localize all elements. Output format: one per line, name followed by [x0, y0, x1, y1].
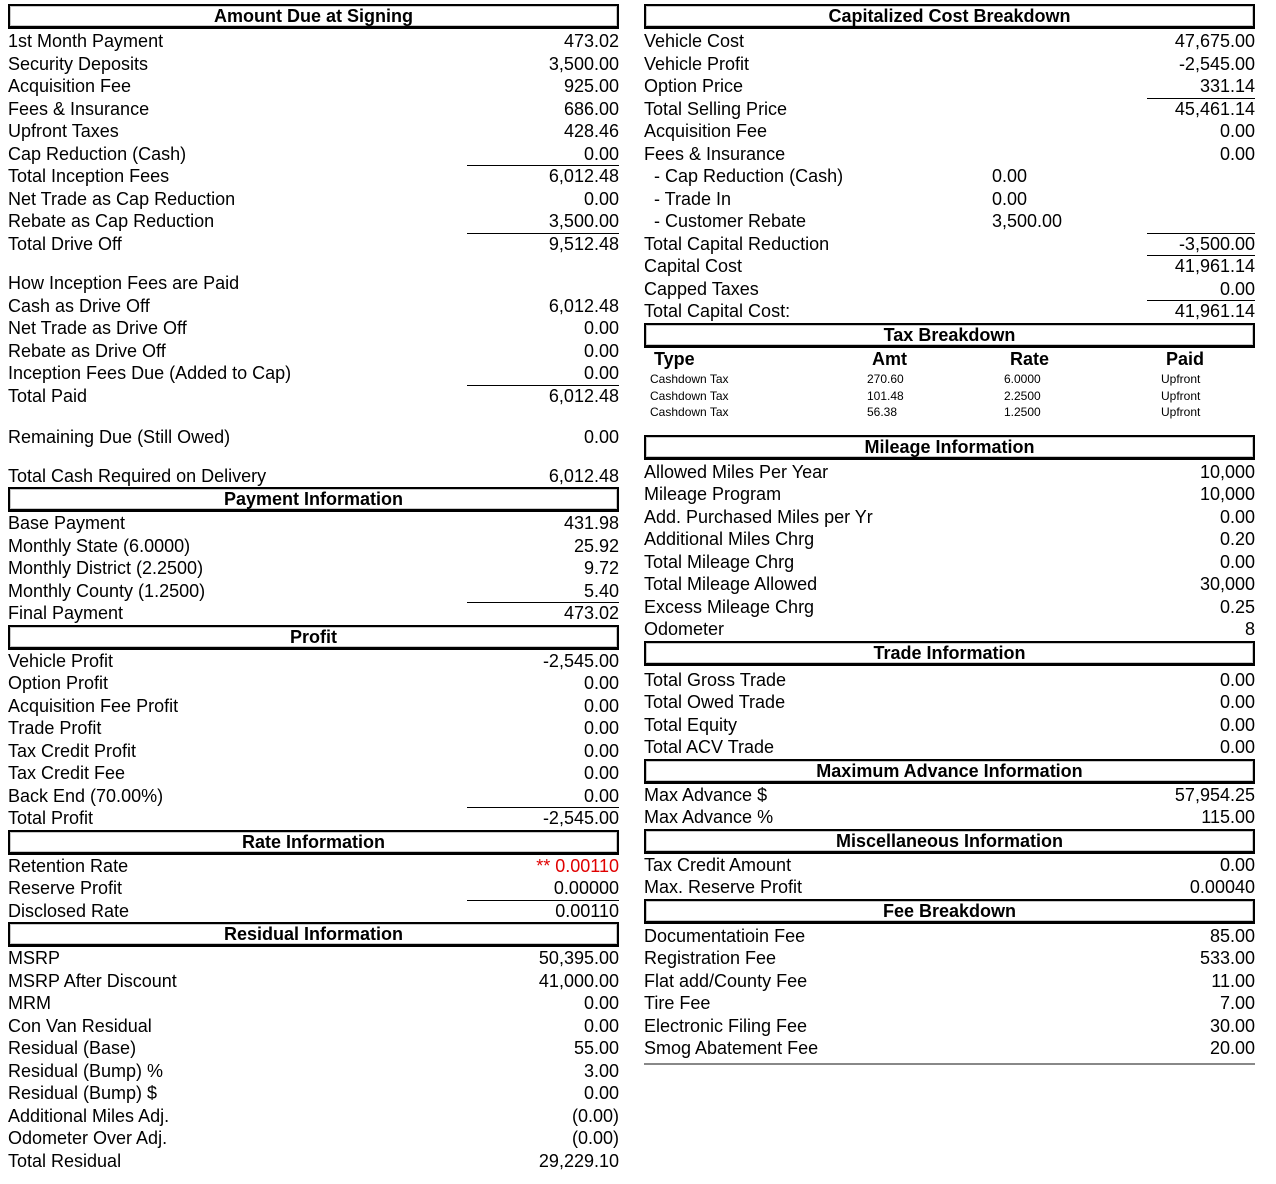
paid-heading: How Inception Fees are Paid	[8, 273, 240, 293]
table-row	[8, 877, 619, 900]
row-label: Option Profit	[8, 673, 109, 693]
table-row	[644, 165, 1255, 188]
residual-header: Residual Information	[8, 922, 619, 947]
table-row	[644, 970, 1255, 993]
trade-header: Trade Information	[644, 641, 1255, 666]
row-value: 50,395.00	[538, 948, 619, 968]
table-row	[8, 762, 619, 785]
row-label: Vehicle Profit	[644, 53, 750, 74]
table-row	[644, 1037, 1255, 1060]
table-row	[8, 362, 619, 385]
tax-amt: 56.38	[867, 404, 898, 419]
row-value: -2,545.00	[542, 650, 619, 671]
row-label: Tire Fee	[644, 993, 711, 1013]
row-label: Total Mileage Chrg	[644, 551, 795, 572]
table-row	[644, 947, 1255, 970]
row-label: Total Owed Trade	[644, 692, 786, 712]
table-row	[644, 1015, 1255, 1038]
row-label: Additional Miles Adj.	[8, 1105, 170, 1126]
row-value: 10,000	[1199, 461, 1255, 482]
row-label: Fees & Insurance	[644, 143, 786, 164]
table-row	[8, 385, 619, 408]
table-row	[8, 807, 619, 830]
table-row	[644, 143, 1255, 166]
row-label: Final Payment	[8, 603, 124, 623]
row-label: Residual (Bump) $	[8, 1083, 158, 1103]
row-value: 0.00	[583, 1015, 619, 1036]
row-label: Total Gross Trade	[644, 669, 787, 690]
row-label: Allowed Miles Per Year	[644, 461, 829, 482]
row-label: Retention Rate	[8, 855, 129, 876]
table-row	[644, 300, 1255, 323]
table-row	[644, 506, 1255, 529]
row-label: Vehicle Cost	[644, 31, 745, 51]
row-value: 0.00110	[467, 900, 619, 922]
row-label: Inception Fees Due (Added to Cap)	[8, 363, 292, 383]
row-label: Security Deposits	[8, 53, 149, 74]
row-value: 0.00	[1219, 714, 1255, 735]
row-value: 85.00	[1209, 925, 1255, 946]
table-row	[8, 602, 619, 625]
row-value: 473.02	[563, 31, 619, 51]
table-row	[8, 53, 619, 76]
table-row	[644, 233, 1255, 256]
profit-header: Profit	[8, 625, 619, 650]
row-label: Back End (70.00%)	[8, 785, 164, 806]
row-label: Flat add/County Fee	[644, 970, 808, 991]
tax-table	[644, 348, 1255, 419]
table-row	[8, 557, 619, 580]
table-row	[8, 75, 619, 98]
row-label: Cap Reduction (Cash)	[8, 143, 187, 164]
row-label: Max Advance $	[644, 784, 768, 805]
table-row	[644, 596, 1255, 619]
tax-rate: 1.2500	[1004, 404, 1041, 419]
max-advance-header: Maximum Advance Information	[644, 759, 1255, 784]
table-row	[8, 992, 619, 1015]
row-value: 0.00	[1219, 551, 1255, 572]
row-value: 0.00	[1219, 506, 1255, 527]
table-row	[644, 30, 1255, 53]
tax-col-rate: Rate	[1010, 348, 1050, 369]
row-label: Monthly County (1.2500)	[8, 580, 206, 601]
row-value: (0.00)	[571, 1128, 619, 1148]
row-label: Con Van Residual	[8, 1015, 152, 1036]
rate-header: Rate Information	[8, 830, 619, 855]
row-value: 0.00	[1219, 737, 1255, 757]
row-label: Tax Credit Profit	[8, 740, 137, 761]
row-label: Capped Taxes	[644, 278, 759, 299]
row-label: Total Profit	[8, 808, 94, 828]
row-label: - Cap Reduction (Cash)	[644, 166, 844, 186]
tax-rate: 2.2500	[1004, 388, 1041, 403]
row-label: MRM	[8, 993, 51, 1013]
row-value: 6,012.48	[548, 465, 619, 486]
row-value: 331.14	[1199, 76, 1255, 96]
row-label: Trade Profit	[8, 718, 102, 738]
row-label: Excess Mileage Chrg	[644, 596, 815, 617]
cap-cost-header: Capitalized Cost Breakdown	[644, 4, 1255, 29]
row-value: 41,000.00	[538, 970, 619, 991]
tax-type: Cashdown Tax	[650, 371, 729, 386]
table-row	[8, 580, 619, 603]
row-value: -2,545.00	[467, 807, 619, 829]
misc-header: Miscellaneous Information	[644, 829, 1255, 854]
table-row	[8, 1082, 619, 1105]
row-value: 431.98	[563, 513, 619, 533]
row-value: 8	[1244, 619, 1255, 639]
row-value: 25.92	[573, 535, 619, 556]
row-value: 0.00	[583, 695, 619, 716]
row-label: Reserve Profit	[8, 878, 123, 898]
row-value: (0.00)	[571, 1105, 619, 1126]
row-value: 0.00	[583, 318, 619, 338]
table-row	[644, 528, 1255, 551]
row-value: 41,961.14	[1147, 300, 1255, 322]
row-label: Remaining Due (Still Owed)	[8, 427, 231, 447]
payment-header: Payment Information	[8, 487, 619, 512]
row-label: Residual (Base)	[8, 1038, 137, 1058]
row-label: - Trade In	[644, 188, 732, 209]
row-label: Monthly State (6.0000)	[8, 535, 191, 556]
row-value: 6,012.48	[548, 295, 619, 316]
table-row	[8, 1150, 619, 1173]
row-value: 9.72	[583, 558, 619, 578]
row-value: 0.00	[583, 143, 619, 164]
table-row	[644, 854, 1255, 877]
table-row	[644, 210, 1255, 233]
tax-amt: 270.60	[867, 371, 904, 386]
table-row	[8, 210, 619, 233]
row-label: Total Drive Off	[8, 233, 122, 254]
row-value: 0.00	[583, 673, 619, 693]
table-row	[8, 30, 619, 53]
row-label: Upfront Taxes	[8, 121, 119, 141]
row-value: 0.25	[1219, 596, 1255, 617]
row-value: 428.46	[563, 121, 619, 141]
table-row	[644, 618, 1255, 641]
table-row	[644, 120, 1255, 143]
row-label: Fees & Insurance	[8, 98, 150, 119]
table-row	[8, 98, 619, 121]
table-row	[8, 143, 619, 166]
row-label: Rebate as Drive Off	[8, 340, 166, 361]
table-row	[8, 650, 619, 673]
row-label: Base Payment	[8, 513, 126, 533]
row-value: 3,500.00	[548, 211, 619, 231]
fee-header: Fee Breakdown	[644, 899, 1255, 924]
table-row	[8, 717, 619, 740]
row-value: 6,012.48	[467, 385, 619, 407]
row-value: 3,500.00	[992, 211, 1063, 231]
table-row	[644, 736, 1255, 759]
row-label: Add. Purchased Miles per Yr	[644, 506, 873, 527]
row-value: 9,512.48	[467, 233, 619, 255]
row-value: 0.00	[1219, 121, 1255, 141]
row-label: Acquisition Fee	[8, 76, 132, 96]
row-label: Max Advance %	[644, 807, 774, 827]
tax-col-amt: Amt	[872, 348, 907, 369]
tax-rate: 6.0000	[1004, 371, 1041, 386]
row-value: 10,000	[1199, 484, 1255, 504]
row-value: -3,500.00	[1147, 233, 1255, 255]
table-row	[644, 992, 1255, 1015]
fee-end-divider	[644, 1063, 1255, 1065]
row-value: 925.00	[563, 76, 619, 96]
row-label: Odometer	[644, 619, 725, 639]
tax-type: Cashdown Tax	[650, 388, 729, 403]
row-label: Capital Cost	[644, 256, 743, 276]
table-row	[644, 784, 1255, 807]
row-label: Acquisition Fee	[644, 121, 768, 141]
row-label: Total Paid	[8, 385, 88, 406]
row-label: Tax Credit Amount	[644, 854, 792, 875]
table-row	[644, 483, 1255, 506]
row-value: 0.20	[1219, 529, 1255, 549]
total-cash-row	[8, 465, 619, 488]
row-label: Registration Fee	[644, 948, 777, 968]
table-row	[8, 535, 619, 558]
row-value: 0.00	[992, 166, 1028, 186]
row-label: Acquisition Fee Profit	[8, 695, 179, 716]
row-value: 533.00	[1199, 948, 1255, 968]
table-row	[644, 669, 1255, 692]
row-label: Total Cash Required on Delivery	[8, 465, 267, 486]
row-value: 0.00	[583, 785, 619, 806]
row-value: 55.00	[573, 1038, 619, 1058]
row-label: Vehicle Profit	[8, 650, 114, 671]
row-value: 0.00	[583, 427, 619, 447]
row-label: Total Inception Fees	[8, 166, 170, 186]
row-value: 0.00	[1219, 669, 1255, 690]
row-value: 0.00	[1219, 143, 1255, 164]
row-value: 0.00	[583, 993, 619, 1013]
table-row	[8, 512, 619, 535]
row-value: 20.00	[1209, 1038, 1255, 1058]
row-label: Rebate as Cap Reduction	[8, 211, 215, 231]
row-label: Total Residual	[8, 1150, 122, 1171]
row-value: 45,461.14	[1147, 98, 1255, 120]
table-row	[8, 900, 619, 923]
table-row	[8, 165, 619, 188]
row-value: 686.00	[563, 98, 619, 119]
row-value: 0.00	[1219, 854, 1255, 875]
row-value: 0.00	[1219, 278, 1255, 299]
row-value: 473.02	[467, 602, 619, 624]
table-row	[8, 672, 619, 695]
row-value: 11.00	[1211, 970, 1255, 991]
row-value: 115.00	[1201, 807, 1255, 827]
table-row	[8, 120, 619, 143]
table-row	[8, 1105, 619, 1128]
row-label: Total Capital Reduction	[644, 233, 830, 254]
row-value: 29,229.10	[538, 1150, 619, 1171]
row-label: Electronic Filing Fee	[644, 1015, 808, 1036]
row-label: Total ACV Trade	[644, 737, 775, 757]
table-row	[8, 970, 619, 993]
table-row	[644, 75, 1255, 98]
row-label: Monthly District (2.2500)	[8, 558, 204, 578]
row-value: 30,000	[1199, 574, 1255, 594]
row-label: Odometer Over Adj.	[8, 1128, 168, 1148]
row-value: 0.00000	[553, 878, 619, 898]
section-subheading	[8, 272, 619, 295]
row-label: 1st Month Payment	[8, 31, 164, 51]
table-row	[644, 691, 1255, 714]
row-value: 0.00	[583, 763, 619, 783]
left-column	[8, 0, 619, 1172]
row-label: Total Mileage Allowed	[644, 574, 818, 594]
table-row	[8, 1060, 619, 1083]
row-value: 0.00	[583, 718, 619, 738]
row-label: MSRP After Discount	[8, 970, 177, 991]
retention-rate-value: ** 0.00110	[536, 855, 619, 876]
row-label: Net Trade as Cap Reduction	[8, 188, 236, 209]
table-row	[644, 53, 1255, 76]
row-label: MSRP	[8, 948, 61, 968]
tax-type: Cashdown Tax	[650, 404, 729, 419]
tax-paid: Upfront	[1161, 404, 1201, 419]
row-label: Net Trade as Drive Off	[8, 318, 187, 338]
table-row	[644, 255, 1255, 278]
table-row	[644, 551, 1255, 574]
table-row	[8, 740, 619, 763]
tax-paid: Upfront	[1161, 388, 1201, 403]
table-row	[644, 188, 1255, 211]
right-column	[644, 0, 1255, 1065]
table-row	[8, 947, 619, 970]
row-label: - Customer Rebate	[644, 211, 807, 231]
table-row	[644, 876, 1255, 899]
row-label: Total Selling Price	[644, 98, 788, 119]
table-row	[644, 925, 1255, 948]
row-value: 0.00	[583, 740, 619, 761]
row-value: -2,545.00	[1178, 53, 1255, 74]
row-value: 47,675.00	[1174, 31, 1255, 51]
tax-amt: 101.48	[867, 388, 904, 403]
row-label: Additional Miles Chrg	[644, 529, 815, 549]
tax-col-paid: Paid	[1166, 348, 1205, 369]
table-row	[8, 1015, 619, 1038]
row-value: 41,961.14	[1147, 255, 1255, 277]
row-value: 7.00	[1219, 993, 1255, 1013]
table-row	[8, 1037, 619, 1060]
table-row	[8, 695, 619, 718]
table-row	[8, 295, 619, 318]
row-value: 30.00	[1209, 1015, 1255, 1036]
row-label: Smog Abatement Fee	[644, 1038, 819, 1058]
table-row	[8, 855, 619, 878]
table-row	[8, 340, 619, 363]
row-label: Total Equity	[644, 714, 738, 735]
table-row	[644, 461, 1255, 484]
row-label: Cash as Drive Off	[8, 295, 150, 316]
table-row	[644, 806, 1255, 829]
row-label: Option Price	[644, 76, 744, 96]
table-row	[8, 785, 619, 808]
remaining-due-row	[8, 426, 619, 449]
row-value: 3,500.00	[548, 53, 619, 74]
tax-header: Tax Breakdown	[644, 323, 1255, 348]
row-value: 0.00	[583, 188, 619, 209]
table-row	[8, 317, 619, 340]
row-label: Total Capital Cost:	[644, 301, 791, 321]
row-value: 3.00	[583, 1060, 619, 1081]
row-value: 5.40	[583, 580, 619, 601]
row-value: 0.00	[1219, 692, 1255, 712]
table-row	[644, 573, 1255, 596]
tax-col-type: Type	[654, 348, 695, 369]
table-row	[8, 1127, 619, 1150]
row-label: Mileage Program	[644, 484, 782, 504]
row-value: 0.00	[583, 1083, 619, 1103]
row-value: 0.00	[992, 188, 1028, 209]
amount-due-header: Amount Due at Signing	[8, 4, 619, 29]
row-label: Disclosed Rate	[8, 900, 130, 921]
row-label: Max. Reserve Profit	[644, 877, 803, 897]
tax-paid: Upfront	[1161, 371, 1201, 386]
table-row	[8, 188, 619, 211]
row-label: Residual (Bump) %	[8, 1060, 164, 1081]
row-label: Documentatioin Fee	[644, 925, 806, 946]
table-row	[8, 233, 619, 256]
row-label: Tax Credit Fee	[8, 763, 126, 783]
row-value: 0.00	[583, 363, 619, 383]
mileage-header: Mileage Information	[644, 435, 1255, 460]
table-row	[644, 98, 1255, 121]
table-row	[644, 278, 1255, 301]
row-value: 6,012.48	[467, 165, 619, 187]
row-value: 57,954.25	[1174, 784, 1255, 805]
row-value: 0.00040	[1189, 877, 1255, 897]
table-row	[644, 714, 1255, 737]
row-value: 0.00	[583, 340, 619, 361]
